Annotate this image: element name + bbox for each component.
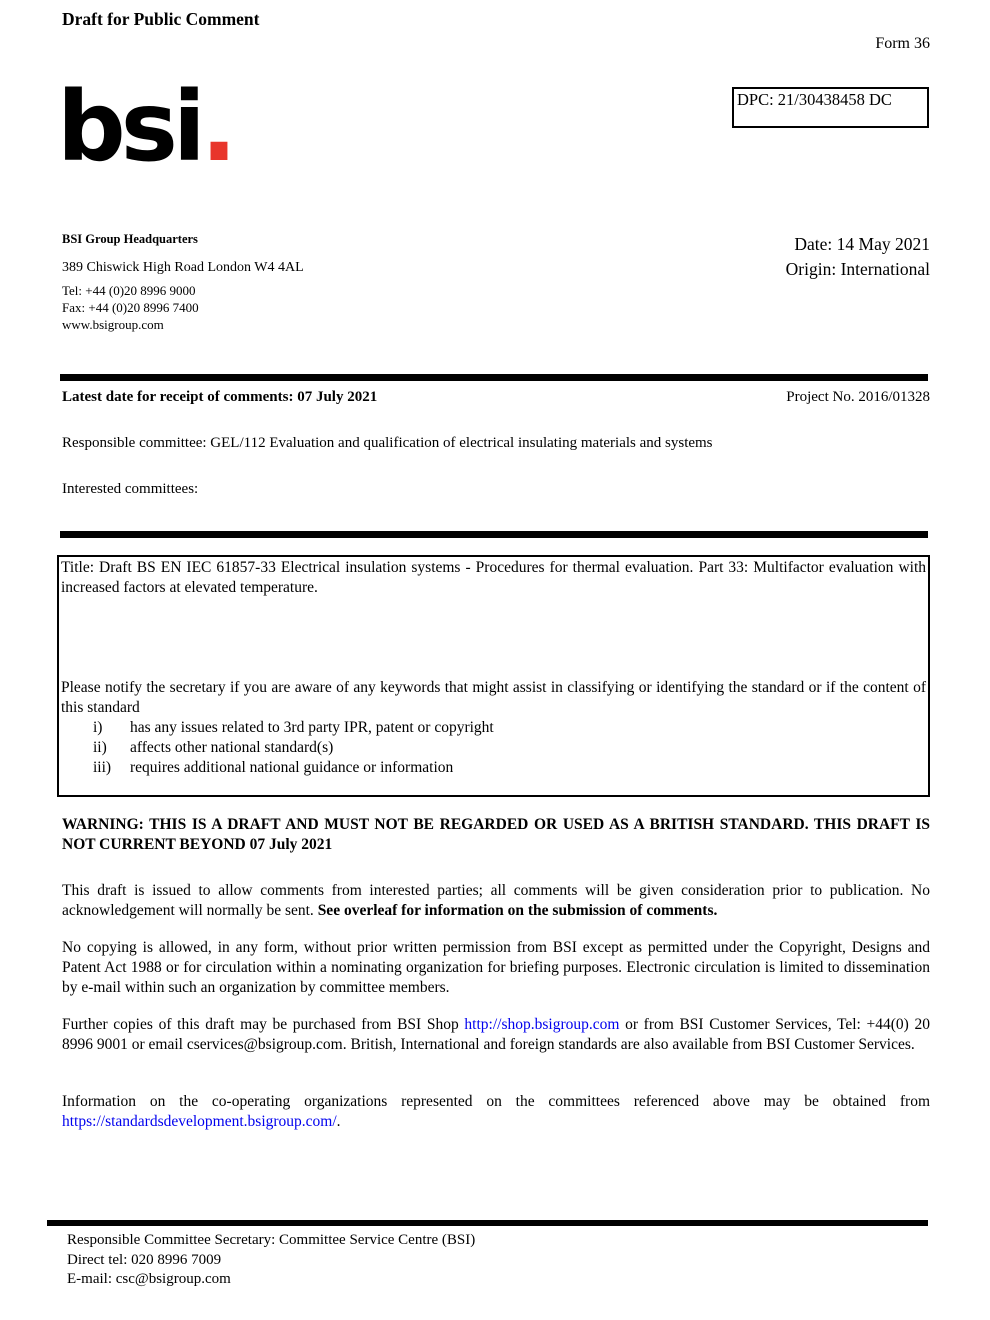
keyword-item-1	[61, 718, 926, 738]
footer-contact-block	[67, 1231, 927, 1290]
keyword-item-2	[61, 738, 926, 758]
divider-rule-top	[60, 374, 928, 381]
project-number: Project No. 2016/01328	[786, 389, 930, 405]
divider-rule-middle	[60, 531, 928, 538]
latest-date-row	[62, 389, 930, 406]
copyright-paragraph: No copying is allowed, in any form, without prior written permission from BSI except as permitted under the Copyright, Designs and Patent Act 1988 or for circulation within a nominating organization for briefing purposes. Electronic circulation is limited to dissemination by e-mail within such an organization by committee members.	[62, 939, 930, 996]
dpc-number: DPC: 21/30438458 DC	[737, 90, 892, 109]
keyword-item-1-number: i)	[93, 719, 103, 736]
address-tel: Tel: +44 (0)20 8996 9000	[62, 283, 196, 298]
address-contact-block	[62, 282, 199, 333]
bsi-logo	[57, 71, 238, 183]
keyword-item-3-number: iii)	[93, 759, 112, 776]
further-copies-text-after: or from BSI Customer Services, Tel: +44(0) 20 8996 9001 or email cservices@bsigroup.com. British, International and foreign standards are also available from BSI Customer Services.	[62, 1016, 931, 1053]
form-number: Form 36	[875, 35, 930, 52]
bsi-logo-red-dot: .	[200, 71, 238, 183]
comments-paragraph-text: This draft is issued to allow comments from interested parties; all comments will be given consideration prior to publication. No acknowledgement will normally be sent.	[62, 882, 930, 919]
address-fax: Fax: +44 (0)20 8996 7400	[62, 300, 199, 315]
bsi-shop-link[interactable]: http://shop.bsigroup.com	[464, 1016, 620, 1033]
draft-warning-text: WARNING: THIS IS A DRAFT AND MUST NOT BE REGARDED OR USED AS A BRITISH STANDARD. THIS DRAFT IS NOT CURRENT BEYOND 07 July 2021	[62, 816, 930, 853]
date-value: Date: 14 May 2021	[794, 234, 930, 254]
footer-tel-line: Direct tel: 020 8996 7009	[67, 1251, 222, 1268]
co-operating-orgs-paragraph	[62, 1092, 930, 1132]
keyword-item-1-text: has any issues related to 3rd party IPR, patent or copyright	[130, 719, 494, 736]
keywords-notify-text: Please notify the secretary if you are aware of any keywords that might assist in classifying or identifying the standard or if the content of this standard	[61, 679, 926, 716]
address-web: www.bsigroup.com	[62, 317, 164, 332]
draft-for-public-comment-heading: Draft for Public Comment	[62, 9, 260, 29]
divider-rule-footer	[47, 1220, 928, 1226]
interested-committees-line: Interested committees:	[62, 481, 199, 497]
further-copies-paragraph	[62, 1015, 930, 1055]
footer-email-line: E-mail: csc@bsigroup.com	[67, 1271, 231, 1287]
see-overleaf-note: See overleaf for information on the submission of comments.	[317, 902, 718, 919]
footer-secretary-line: Responsible Committee Secretary: Committee Service Centre (BSI)	[67, 1232, 476, 1248]
keyword-item-3	[61, 758, 926, 778]
address-street: 389 Chiswick High Road London W4 4AL	[62, 260, 304, 275]
address-name: BSI Group Headquarters	[62, 232, 198, 246]
further-copies-text-before: Further copies of this draft may be purchased from BSI Shop	[62, 1016, 465, 1033]
keyword-item-3-text: requires additional national guidance or information	[130, 759, 454, 776]
date-origin-block	[786, 232, 930, 282]
latest-date-label: Latest date for receipt of comments: 07 July 2021	[62, 389, 378, 405]
dpc-number-box	[732, 87, 929, 128]
comments-paragraph	[62, 881, 930, 921]
responsible-committee-line: Responsible committee: GEL/112 Evaluation and qualification of electrical insulating materials and systems	[62, 435, 713, 451]
co-operating-orgs-period: .	[336, 1113, 341, 1130]
keyword-item-2-text: affects other national standard(s)	[130, 739, 334, 756]
origin-value: Origin: International	[785, 259, 930, 279]
title-keywords-box	[57, 555, 930, 797]
standards-development-link[interactable]: https://standardsdevelopment.bsigroup.com/	[62, 1113, 337, 1130]
keyword-item-2-number: ii)	[93, 739, 107, 756]
co-operating-orgs-text: Information on the co-operating organizations represented on the committees referenced above may be obtained from	[62, 1093, 930, 1110]
bsi-logo-text: bsi	[57, 71, 201, 183]
standard-title: Title: Draft BS EN IEC 61857-33 Electrical insulation systems - Procedures for thermal evaluation. Part 33: Multifactor evaluation with increased factors at elevated temperature.	[61, 559, 926, 596]
